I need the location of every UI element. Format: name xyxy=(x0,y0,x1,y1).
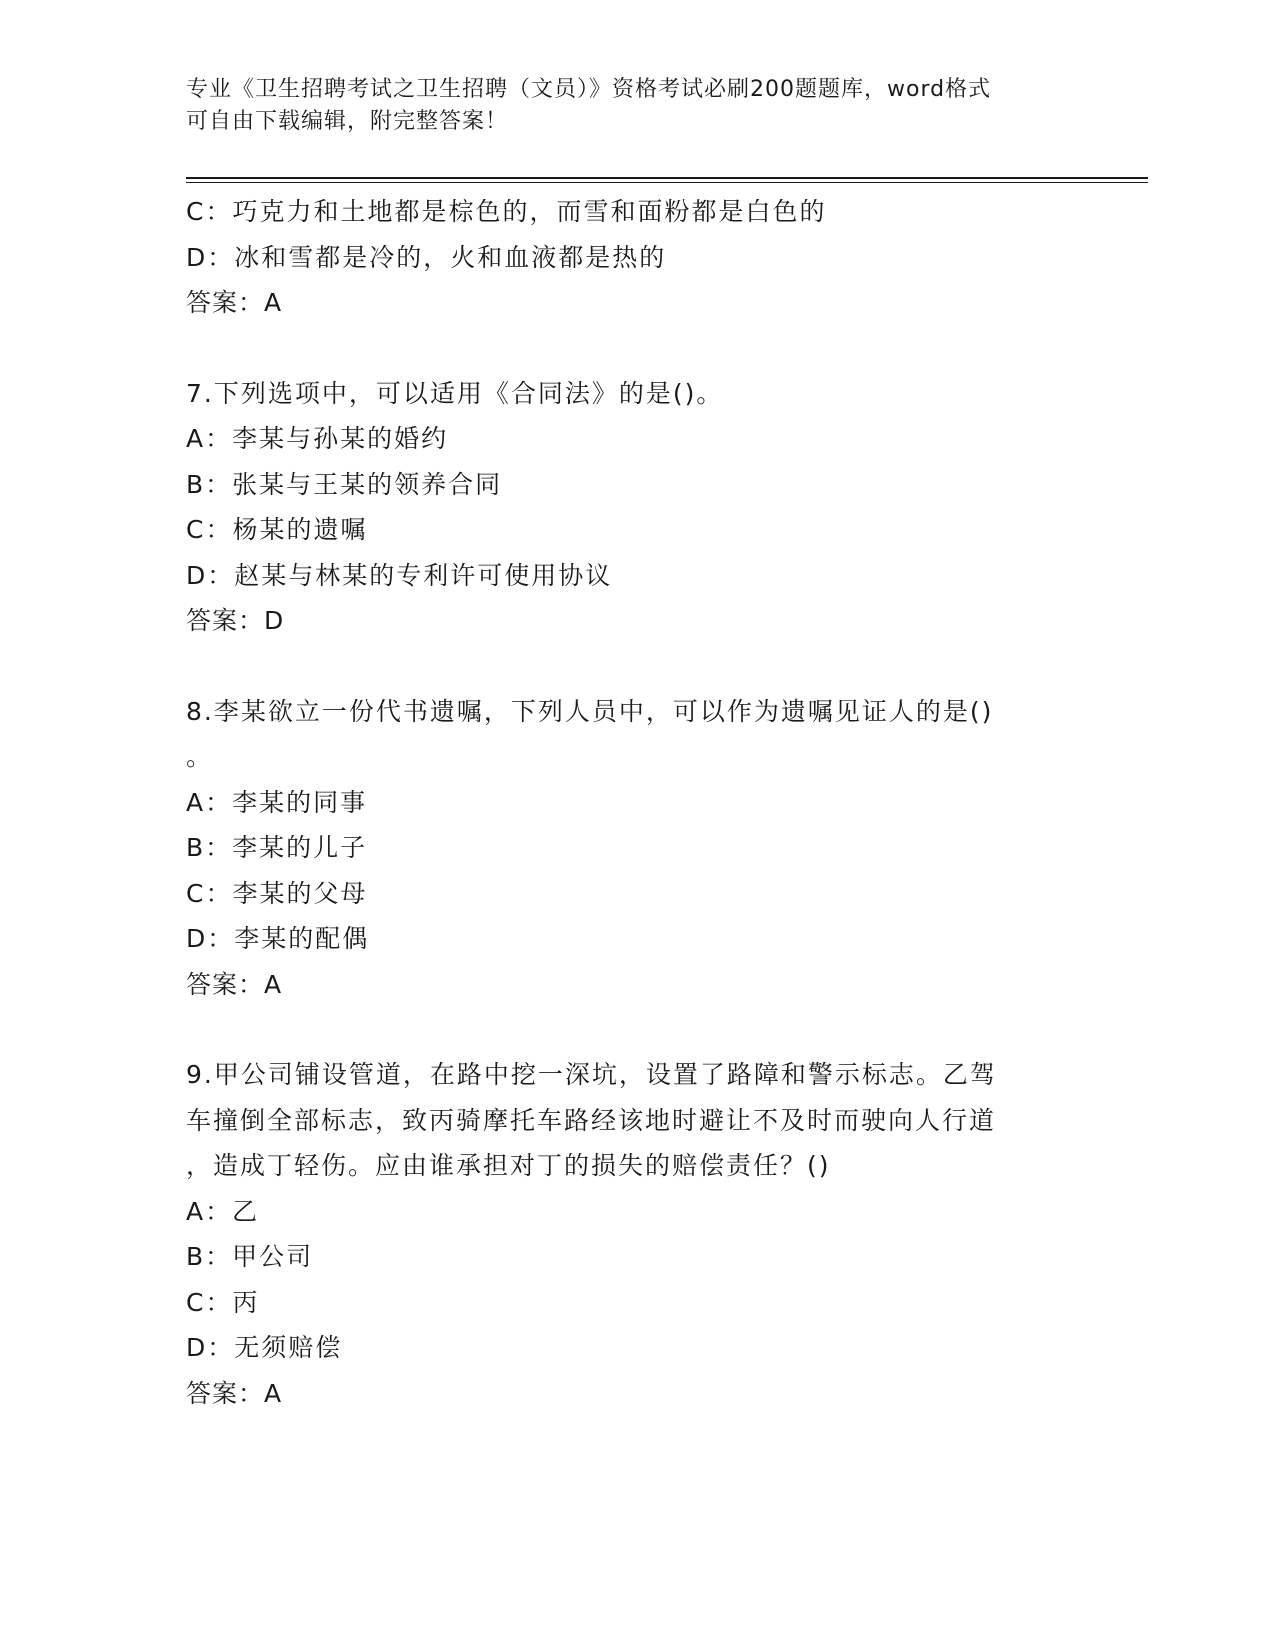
question-stem-line1: 9.甲公司铺设管道，在路中挖一深坑，设置了路障和警示标志。乙驾 xyxy=(186,1060,997,1089)
option-c: C：李某的父母 xyxy=(186,878,368,908)
spacer xyxy=(186,326,1066,371)
option-d: D：李某的配偶 xyxy=(186,924,370,953)
question-7 xyxy=(186,371,1066,644)
question-stem-line1: 8.李某欲立一份代书遗嘱，下列人员中，可以作为遗嘱见证人的是() xyxy=(186,696,994,726)
option-d: D：无须赔偿 xyxy=(186,1333,343,1362)
question-8 xyxy=(186,689,1066,1008)
question-6-continued xyxy=(186,189,1066,326)
answer-line: 答案：D xyxy=(186,606,285,635)
question-content xyxy=(186,189,1066,1416)
option-c: C：丙 xyxy=(186,1287,260,1317)
header-divider-thin xyxy=(186,182,1148,183)
question-9 xyxy=(186,1052,1066,1416)
answer-line: 答案：A xyxy=(186,1378,283,1408)
option-c: C：杨某的遗嘱 xyxy=(186,515,368,544)
question-stem-line2: 。 xyxy=(186,742,214,771)
spacer xyxy=(186,644,1066,689)
option-b: B：甲公司 xyxy=(186,1242,314,1271)
answer-line: 答案：A xyxy=(186,288,283,317)
document-header xyxy=(186,74,1066,138)
header-title-line1: 专业《卫生招聘考试之卫生招聘（文员）》资格考试必刷200题题库，word格式 xyxy=(186,77,992,102)
spacer xyxy=(186,1007,1066,1052)
option-d: D：冰和雪都是冷的，火和血液都是热的 xyxy=(186,242,667,272)
option-b: B：李某的儿子 xyxy=(186,833,368,862)
option-a: A：李某与孙某的婚约 xyxy=(186,424,449,453)
header-title-line2: 可自由下载编辑，附完整答案！ xyxy=(186,109,509,134)
option-a: A：乙 xyxy=(186,1196,260,1226)
answer-line: 答案：A xyxy=(186,969,283,999)
question-stem-line3: ，造成丁轻伤。应由谁承担对丁的损失的赔偿责任？() xyxy=(186,1151,831,1180)
option-a: A：李某的同事 xyxy=(186,787,368,817)
option-b: B：张某与王某的领养合同 xyxy=(186,469,503,499)
header-divider-thick xyxy=(186,177,1148,179)
option-d: D：赵某与林某的专利许可使用协议 xyxy=(186,560,613,590)
question-stem-line2: 车撞倒全部标志，致丙骑摩托车路经该地时避让不及时而驶向人行道 xyxy=(186,1105,997,1135)
option-c: C：巧克力和土地都是棕色的，而雪和面粉都是白色的 xyxy=(186,197,827,226)
question-stem: 7.下列选项中，可以适用《合同法》的是()。 xyxy=(186,378,724,408)
